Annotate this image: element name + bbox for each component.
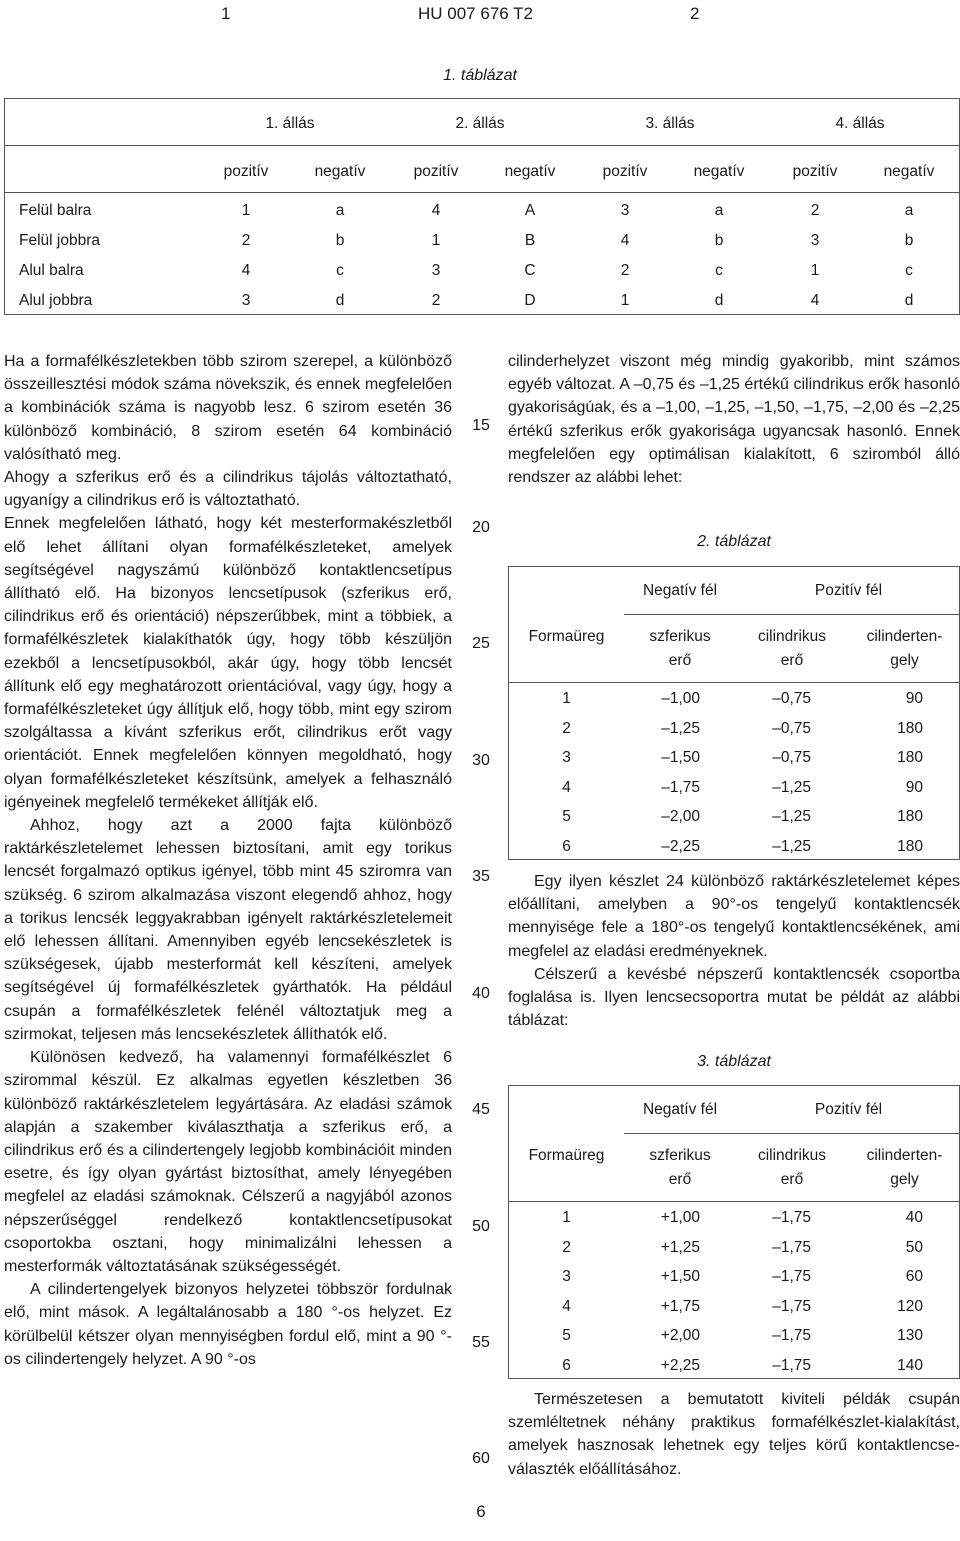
table-cell-cavity: 2	[562, 1238, 571, 1256]
group-header-positive: Pozitív fél	[814, 1101, 883, 1118]
table-cell-cylindrical: –1,25	[772, 808, 811, 825]
table-divider	[509, 682, 959, 683]
table1-cell: 4	[431, 202, 441, 219]
paragraph: Különösen kedvező, ha valamennyi formafélkészlet 6 szirommal készül. Ez alkalmas egyetlen készletben 36 különböző raktárkészletelem legyártására. Az eladási számok alapján a szakember kiválaszthatja a szferikus erő, a cilindrikus erő és a cilindertengely legjobb kombinációit minden esetre, és így olyan gyártást biztosíthat, amely lényegében megfelel az eladási számoknak. Célszerű a nagyjából azonos népszerűséggel rendelkező kontaktlencsetípusokat csoportokba osztani, hogy minimalizálni lehessen a mesterformák változtatásának szükségességét.	[4, 1049, 452, 1275]
line-number: 35	[472, 868, 490, 885]
table-cell-cavity: 1	[562, 1209, 571, 1226]
column-header-line: szferikus	[649, 628, 711, 645]
column-header-szferikus	[624, 1144, 736, 1192]
table1-cell: 1	[241, 202, 251, 219]
table1-position-header: 2. állás	[455, 115, 505, 132]
paragraph: Ha a formafélkészletekben több szirom szerepel, a különböző összeillesztési módok száma növekszik, és ennek megfelelően a kombinációk száma is nagyobb lesz. 6 szirom esetén 36 különböző kombináció, 8 szirom esetén 64 kombináció valósítható meg.	[4, 353, 452, 463]
table1-cell: 3	[810, 232, 820, 249]
paragraph: Célszerű a kevésbé népszerű kontaktlencsék csoportba foglalása is. Ilyen lencsecsoportra mutat be példát az alábbi táblázat:	[508, 965, 960, 1030]
column-header-cilindrikus	[736, 625, 848, 673]
table3-caption: 3. táblázat	[697, 1053, 771, 1070]
table1-subheader: pozitív	[602, 163, 648, 180]
table-cell-axis: 60	[905, 1268, 923, 1285]
right-text-intro	[508, 350, 960, 489]
table-cell-axis: 180	[897, 808, 923, 825]
paragraph: Egy ilyen készlet 24 különböző raktárkészletelemet képes előállítani, amelyben a 90°-os tengelyű kontaktlencsék mennyisége fele a 180°-os tengelyű kontaktlencsékének, ami megfelel az eladási eredményeknek.	[508, 873, 960, 960]
column-header-line: gely	[890, 652, 919, 669]
table1-subheader: negatív	[693, 163, 745, 180]
table1-row-label: Alul balra	[19, 262, 84, 279]
table1-cell: c	[715, 262, 723, 279]
table1-cell: c	[336, 262, 344, 279]
table-cell-cylindrical: –0,75	[772, 719, 811, 737]
table1-cell: a	[714, 202, 724, 219]
paragraph: Ahogy a szferikus erő és a cilindrikus tájolás változtatható, ugyanígy a cilindrikus erő is változtatható.	[4, 469, 452, 510]
table-cell-cylindrical: –1,75	[772, 1356, 811, 1374]
table-cell-cylindrical: –1,75	[772, 1209, 811, 1226]
column-header-cilinder	[848, 1144, 960, 1192]
table1-subheader: negatív	[504, 163, 556, 180]
table-cell-spherical: +1,25	[660, 1238, 700, 1256]
table1-cell: 4	[810, 292, 820, 309]
table-cell-cavity: 5	[562, 808, 571, 825]
table-cell-spherical: –1,00	[661, 690, 700, 707]
table1-cell: 1	[620, 292, 630, 309]
table-cell-spherical: +2,00	[660, 1327, 700, 1344]
line-number: 45	[472, 1101, 490, 1118]
table1-cell: a	[904, 202, 914, 219]
table-cell-axis: 130	[897, 1327, 923, 1344]
table-cell-spherical: +1,75	[660, 1297, 700, 1315]
column-header-line: cilinderten-	[866, 628, 943, 645]
table1-position-header: 4. állás	[835, 115, 885, 132]
table1-subheader: pozitív	[792, 163, 838, 180]
table1-cell: b	[335, 232, 345, 249]
table1-row-label: Alul jobbra	[19, 292, 93, 309]
header-page-right: 2	[690, 4, 700, 23]
paragraph: Természetesen a bemutatott kiviteli példák csupán szemléltetnek néhány praktikus formafélkészlet-kialakítást, amelyek hasznosak lehetnek egy teljes körű kontaktlencse-választék előállításához.	[508, 1391, 960, 1478]
table1-subheader: negatív	[883, 163, 935, 180]
table1-cell: d	[335, 292, 345, 309]
table-cell-axis: 90	[905, 778, 923, 796]
table-cell-cavity: 4	[562, 778, 571, 796]
table-cell-axis: 140	[897, 1356, 923, 1374]
table-divider	[624, 1133, 960, 1134]
line-number: 50	[472, 1218, 490, 1235]
line-number: 55	[472, 1334, 490, 1351]
table-cell-cylindrical: –1,75	[772, 1238, 811, 1256]
table-cell-spherical: –2,00	[661, 808, 700, 825]
table-cell-axis: 180	[897, 837, 923, 855]
table1-row-label: Felül jobbra	[19, 232, 100, 249]
table-cell-axis: 120	[897, 1297, 923, 1315]
table1-subheader: negatív	[314, 163, 366, 180]
table-cell-axis: 40	[905, 1209, 923, 1226]
table-cell-cylindrical: –1,75	[772, 1268, 811, 1285]
table-cell-cavity: 1	[562, 690, 571, 707]
column-header-cilindrikus	[736, 1144, 848, 1192]
table-cell-spherical: +1,50	[660, 1268, 700, 1285]
column-header-line: erő	[780, 1171, 804, 1188]
table-cell-axis: 180	[897, 719, 923, 737]
table-cell-cavity: 3	[562, 1268, 571, 1285]
table1-cell: d	[904, 292, 914, 309]
column-header-formaureg: Formaüreg	[528, 1147, 605, 1164]
paragraph: Ahhoz, hogy azt a 2000 fajta különböző raktárkészletelemet lehessen biztosítani, amit egy torikus lencsét forgalmazó optikus igényel, több mint 45 sziromra van szükség. 6 szirom alkalmazása viszont elegendő ahhoz, hogy a torikus lencsék leggyakrabban igényelt raktárkészletelemeit elő lehessen állítani. Amennyiben egyéb lencsekészletek is szükségesek, újabb mesterformát kell készíteni, amelyek segítségével új formafélkészletek gyárthatók. Ha például csupán a formafélkészletek felénél változtatjuk meg a szirmokat, teljesen más lencsekészletek állíthatók elő.	[4, 817, 452, 1043]
group-header-positive: Pozitív fél	[814, 582, 883, 599]
left-text-column	[4, 350, 452, 1371]
table2-caption: 2. táblázat	[697, 533, 771, 550]
table1-cell: d	[714, 292, 724, 309]
table-cell-axis: 90	[905, 690, 923, 707]
table1-cell: 3	[620, 202, 630, 219]
table1-cell: c	[905, 262, 913, 279]
table1-cell: 2	[620, 262, 630, 279]
table1-cell: 2	[810, 202, 820, 219]
table1-subheader: pozitív	[413, 163, 459, 180]
table1-cell: 1	[810, 262, 820, 279]
table1-cell: C	[524, 262, 536, 279]
column-header-line: cilindrikus	[757, 1147, 827, 1164]
table1-cell: b	[714, 232, 724, 249]
table1-cell: 4	[241, 262, 251, 279]
table-cell-cylindrical: –0,75	[772, 690, 811, 707]
right-text-end	[508, 1388, 960, 1481]
column-header-line: erő	[780, 652, 804, 669]
table-cell-cavity: 3	[562, 749, 571, 766]
table-cell-cavity: 2	[562, 719, 571, 737]
column-header-cilinder	[848, 625, 960, 673]
table-cell-cavity: 5	[562, 1327, 571, 1344]
table1-cell: D	[524, 292, 536, 309]
column-header-szferikus	[624, 625, 736, 673]
table-cell-spherical: –2,25	[661, 837, 700, 855]
table-cell-cylindrical: –1,75	[772, 1327, 811, 1344]
group-header-negative: Negatív fél	[642, 1101, 718, 1118]
table1-position-header: 3. állás	[645, 115, 695, 132]
paragraph: Ennek megfelelően látható, hogy két mesterformakészletből elő lehet állítani olyan formafélkészleteket, amelyek segítségével nagyszámú különböző kontaktlencsetípus állítható elő. Ha bizonyos lencsetípusok (szferikus erő, cilindrikus erő és orientáció) népszerűbbek, mint a többiek, a formafélkészletek kialakíthatók úgy, hogy több készüljön ezekből a lencsetípusokból, akár úgy, hogy több lencsét állítunk elő egy meghatározott orientációval, vagy úgy, hogy a formafélkészleteket úgy állítjuk elő, hogy több, mint egy szirom szolgáltassa a kívánt szferikus erőt, cilindrikus erőt vagy orientációt. Ennek megfelelően könnyen megoldható, hogy olyan formafélkészleteket készítsünk, amelyek a felhasználó igényeinek megfelelő termékeket állítják elő.	[4, 515, 452, 811]
table1-cell: 2	[241, 232, 251, 249]
table1-position-header: 1. állás	[265, 115, 315, 132]
table-divider	[624, 614, 960, 615]
table-cell-cavity: 6	[562, 1356, 571, 1374]
table1-divider	[5, 192, 959, 193]
table-cell-cylindrical: –1,75	[772, 1297, 811, 1315]
table-cell-spherical: +2,25	[660, 1356, 700, 1374]
line-number: 40	[472, 985, 490, 1002]
line-number: 30	[472, 752, 490, 769]
table1	[4, 98, 960, 315]
table2	[508, 566, 960, 860]
table3	[508, 1085, 960, 1379]
column-header-line: cilinderten-	[866, 1147, 943, 1164]
table-cell-axis: 180	[897, 749, 923, 766]
table1-cell: 1	[431, 232, 441, 249]
table1-subheader: pozitív	[223, 163, 269, 180]
table1-cell: 3	[241, 292, 251, 309]
header-page-left: 1	[221, 4, 231, 23]
right-text-middle	[508, 870, 960, 1032]
table1-cell: b	[904, 232, 914, 249]
table1-cell: 2	[431, 292, 441, 309]
table1-cell: A	[524, 202, 536, 219]
line-number: 25	[472, 635, 490, 652]
table-cell-axis: 50	[905, 1238, 923, 1256]
table-cell-cylindrical: –1,25	[772, 837, 811, 855]
table1-row-label: Felül balra	[19, 202, 92, 219]
column-header-line: szferikus	[649, 1147, 711, 1164]
paragraph: A cilindertengelyek bizonyos helyzetei többször fordulnak elő, mint mások. A legáltalánosabb a 180 °-os helyzet. Ez körülbelül kétszer olyan mennyiségben fordul elő, mint a 90 °-os cilindertengely helyzet. A 90 °-os	[4, 1281, 452, 1368]
table1-divider	[5, 145, 959, 146]
paragraph: cilinderhelyzet viszont még mindig gyakoribb, mint számos egyéb változat. A –0,75 és –1,25 értékű cilindrikus erők hasonló gyakoriságúak, és a –1,00, –1,25, –1,50, –1,75, –2,00 és –2,25 értékű szferikus erők gyakorisága ugyancsak hasonló. Ennek megfelelően egy optimálisan kialakított, 6 sziromból álló rendszer az alábbi lehet:	[508, 353, 960, 487]
column-header-line: gely	[890, 1171, 919, 1188]
table1-cell: 3	[431, 262, 441, 279]
header-doc-id: HU 007 676 T2	[418, 4, 533, 23]
table-cell-cylindrical: –0,75	[772, 749, 811, 766]
line-number: 15	[472, 417, 490, 434]
group-header-negative: Negatív fél	[642, 582, 718, 599]
table1-cell: 4	[620, 232, 630, 249]
table-cell-spherical: –1,25	[661, 719, 700, 737]
table1-cell: a	[335, 202, 345, 219]
table-cell-spherical: –1,50	[661, 749, 700, 766]
column-header-formaureg: Formaüreg	[528, 628, 605, 645]
line-number: 20	[472, 519, 490, 536]
table-cell-spherical: –1,75	[661, 778, 700, 796]
column-header-line: erő	[668, 652, 692, 669]
table-cell-cavity: 6	[562, 837, 571, 855]
table1-cell: B	[524, 232, 536, 249]
table1-caption: 1. táblázat	[443, 67, 517, 84]
table-cell-cylindrical: –1,25	[772, 778, 811, 796]
footer-page-number: 6	[476, 1502, 486, 1521]
table-cell-cavity: 4	[562, 1297, 571, 1315]
table-divider	[509, 1201, 959, 1202]
column-header-line: erő	[668, 1171, 692, 1188]
column-header-line: cilindrikus	[757, 628, 827, 645]
line-number: 60	[472, 1450, 490, 1467]
table-cell-spherical: +1,00	[660, 1209, 700, 1226]
